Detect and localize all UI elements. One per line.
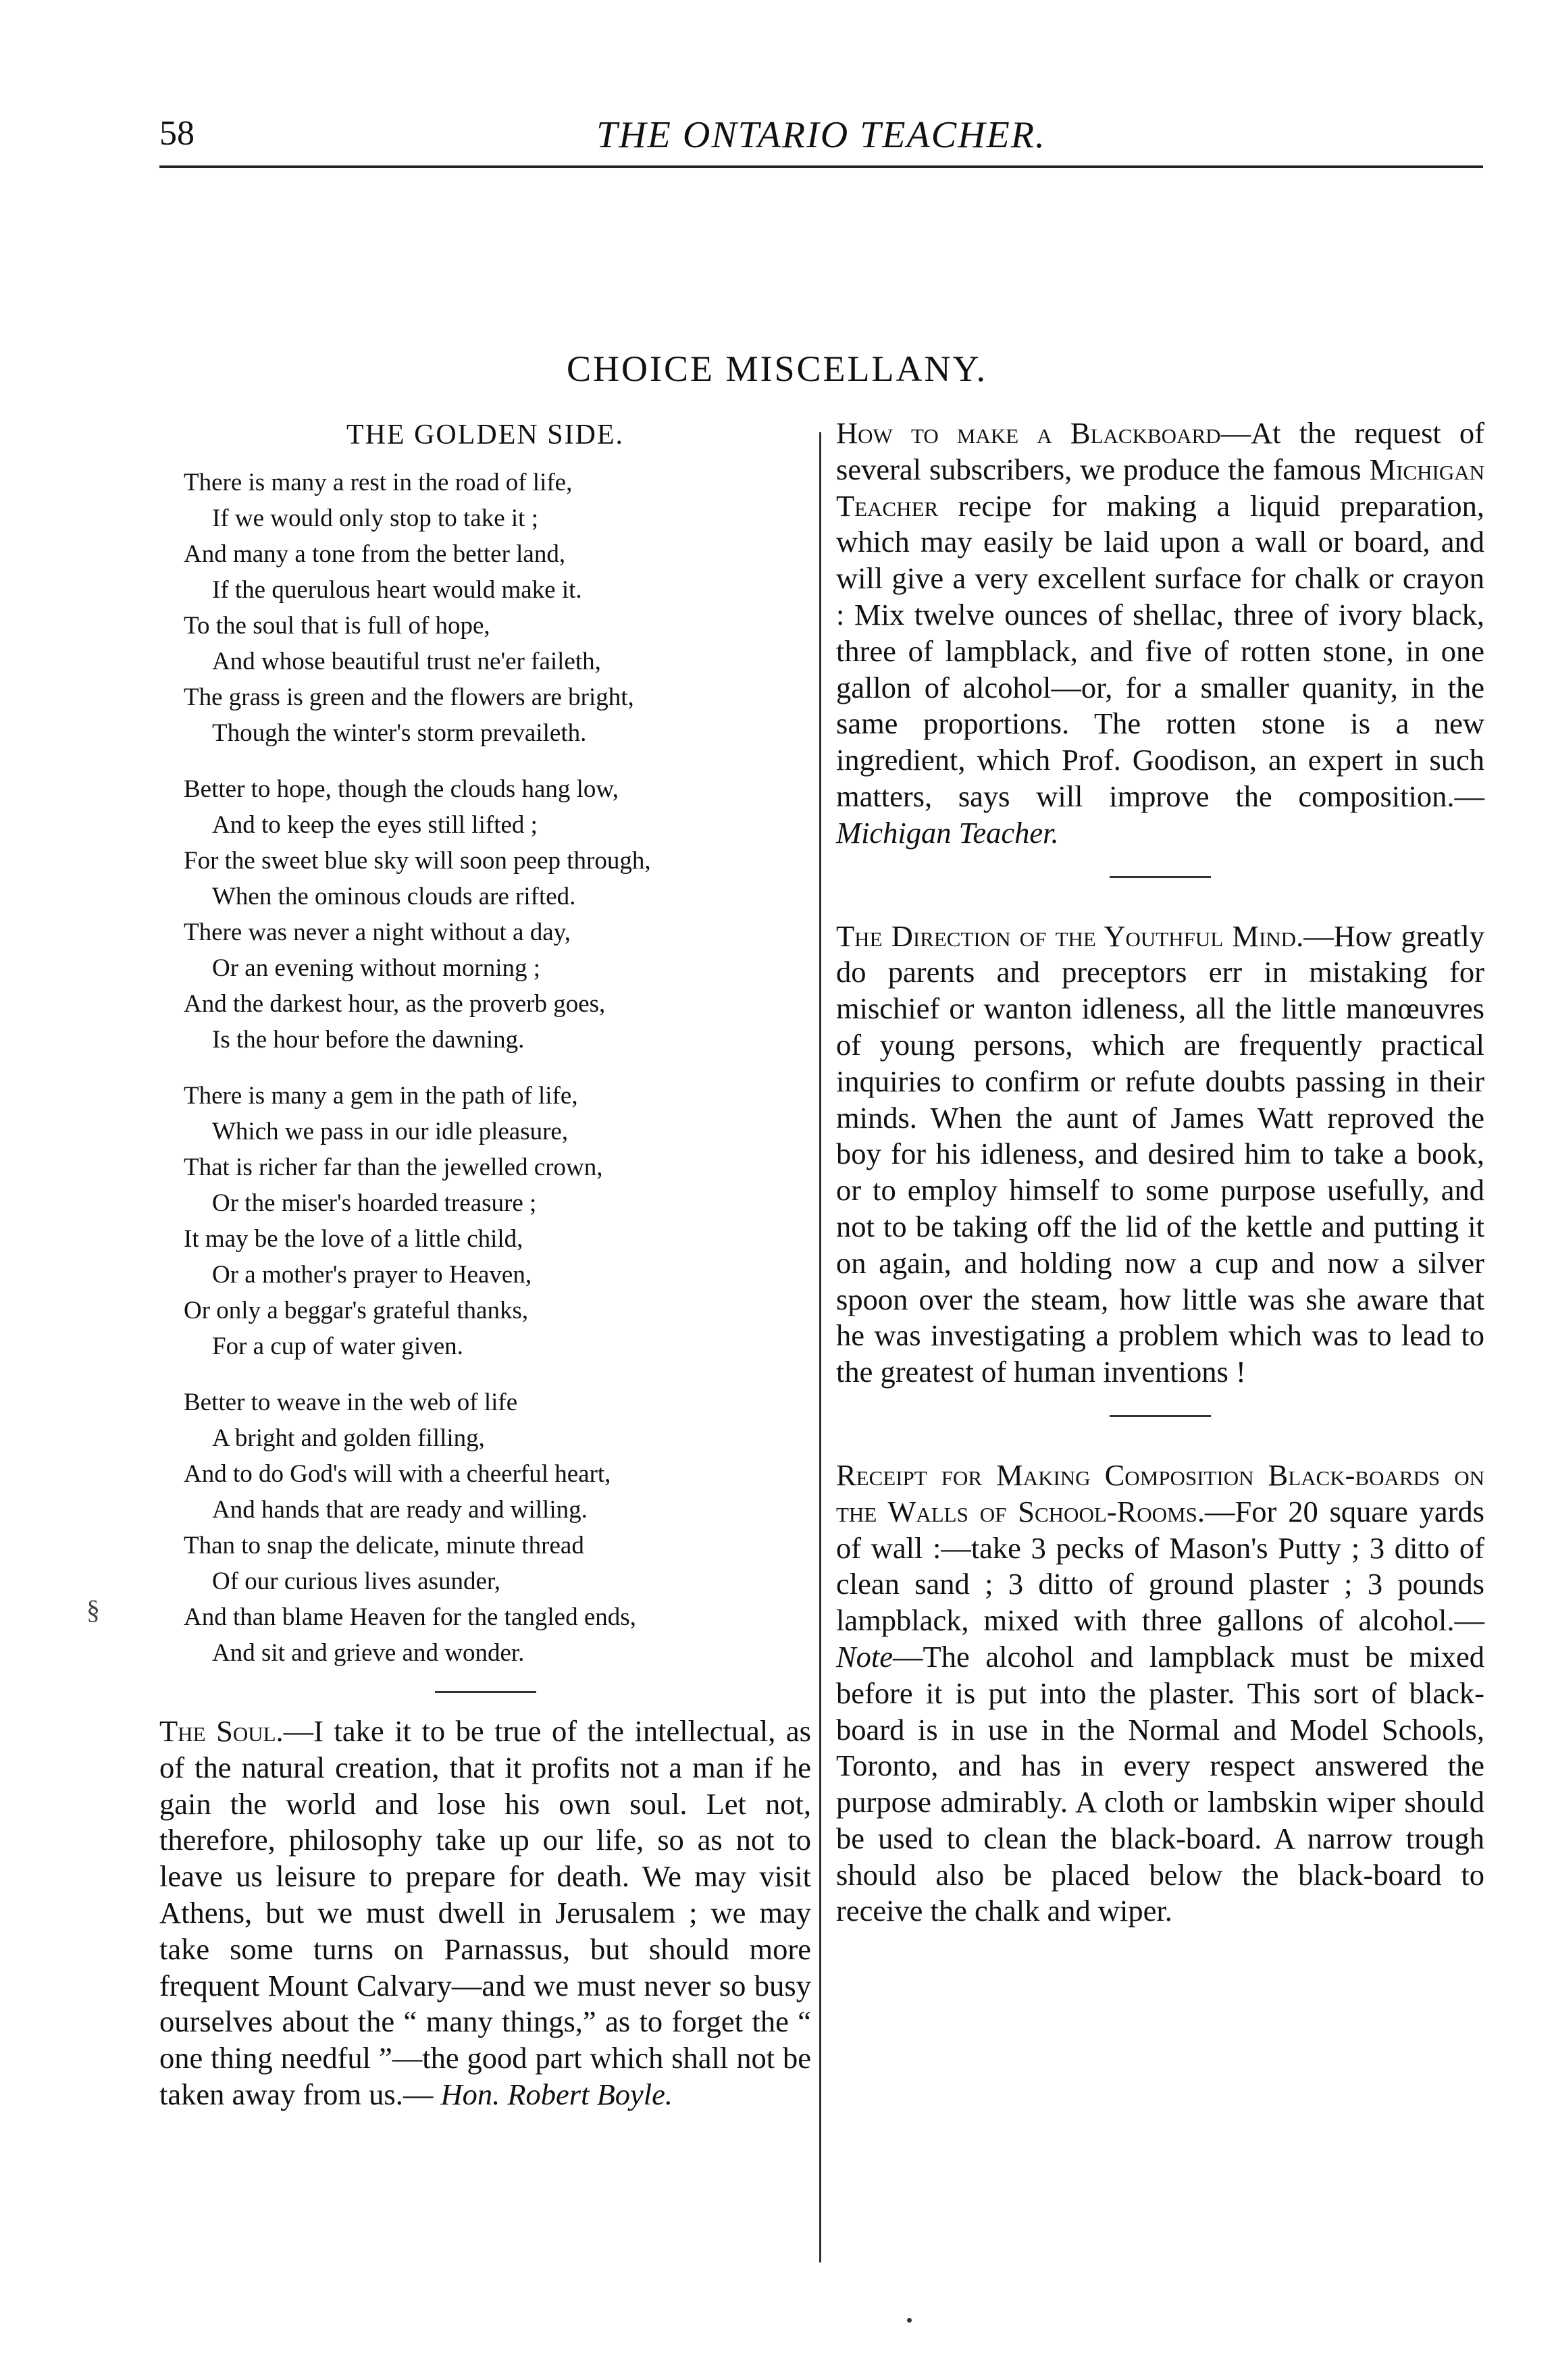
poem-stanza <box>184 1078 811 1364</box>
article-body: —How greatly do parents and preceptors err in mistaking for mischief or wanton idleness, all the little manœuvres of young persons, which are frequently practical inquiries to confirm or refute doubts passing in their minds. When the aunt of James Watt reproved the boy for his idleness, and desired him to take a book, or to employ himself to some purpose usefully, and not to be taking off the lid of the kettle and putting it on again, and holding now a cup and now a silver spoon over the steam, how little was she aware that he was investigating a problem which was to lead to the greatest of human inventions ! <box>836 919 1484 1389</box>
page-number: 58 <box>159 114 195 153</box>
section-divider <box>1110 876 1211 878</box>
column-divider <box>819 432 821 2262</box>
poem-line: There is many a rest in the road of life, <box>184 469 573 496</box>
poem-stanza <box>184 771 811 1058</box>
poem-line: That is richer far than the jewelled crown, <box>184 1154 603 1181</box>
page-header <box>159 101 1483 155</box>
article-attribution: Hon. Robert Boyle. <box>440 2077 673 2111</box>
poem-line: And sit and grieve and wonder. <box>212 1639 525 1667</box>
article-lead: The Soul. <box>159 1714 284 1748</box>
poem-line: To the soul that is full of hope, <box>184 612 490 640</box>
poem-line: A bright and golden filling, <box>212 1424 485 1452</box>
footer-dot <box>907 2318 912 2323</box>
poem-line: Of our curious lives asunder, <box>212 1568 500 1595</box>
poem-line: Than to snap the delicate, minute thread <box>184 1532 584 1559</box>
poem-stanza <box>184 465 811 751</box>
section-title: CHOICE MISCELLANY. <box>566 348 988 389</box>
poem-line: And to keep the eyes still lifted ; <box>212 811 538 839</box>
article-blackboard <box>836 415 1484 852</box>
article-lead: Receipt for Making Composition Black-boards on the Walls of School-Rooms. <box>836 1457 1484 1528</box>
header-rule <box>159 165 1483 168</box>
poem-line: Though the winter's storm prevaileth. <box>212 719 587 747</box>
section-divider <box>1110 1415 1211 1417</box>
michigan-teacher-name: Michigan Teacher <box>836 452 1484 523</box>
journal-title: THE ONTARIO TEACHER. <box>596 114 1046 156</box>
article-body: —At the request of several subscribers, we produce the famous <box>836 416 1484 486</box>
article-receipt <box>836 1457 1484 1930</box>
poem-line: Better to weave in the web of life <box>184 1389 518 1416</box>
article-youthful-mind <box>836 919 1484 1391</box>
poem-line: It may be the love of a little child, <box>184 1225 523 1253</box>
section-divider <box>435 1691 536 1693</box>
poem-line: For a cup of water given. <box>212 1333 463 1360</box>
poem-line: And whose beautiful trust ne'er faileth, <box>212 648 601 675</box>
poem-line: If the querulous heart would make it. <box>212 576 582 604</box>
margin-mark: § <box>86 1595 100 1625</box>
poem-line: And the darkest hour, as the proverb goes, <box>184 990 606 1018</box>
poem-line: If we would only stop to take it ; <box>212 505 538 532</box>
poem-line: And many a tone from the better land, <box>184 540 566 568</box>
article-lead: The Direction of the Youthful Mind. <box>836 919 1304 953</box>
poem-line: And hands that are ready and willing. <box>212 1496 588 1524</box>
article-source: Michigan Teacher. <box>836 815 1059 850</box>
article-body-continued: recipe for making a liquid preparation, which may easily be laid upon a wall or board, and will give a very excellent surface for chalk or crayon : Mix twelve ounces of shellac, three of ivory black, three of lampblack, and five of rotten stone, in one gallon of alcohol—or, for a smaller quanity, in the same proportions. The rotten stone is a new ingredient, which Prof. Goodison, an expert in such matters, says will improve the composition.— <box>836 488 1484 813</box>
poem-line: There is many a gem in the path of life, <box>184 1082 578 1110</box>
poem-line: Or an evening without morning ; <box>212 954 541 982</box>
poem-line: Is the hour before the dawning. <box>212 1026 525 1054</box>
article-lead: How to make a Blackboard <box>836 416 1221 450</box>
poem-stanza <box>184 1385 811 1671</box>
article-the-soul <box>159 1713 811 2113</box>
poem-body <box>159 465 811 1671</box>
poem-line: For the sweet blue sky will soon peep through, <box>184 847 651 875</box>
poem-title: THE GOLDEN SIDE. <box>346 419 625 450</box>
poem-line: Which we pass in our idle pleasure, <box>212 1118 569 1145</box>
poem-line: The grass is green and the flowers are bright, <box>184 683 634 711</box>
poem-line: When the ominous clouds are rifted. <box>212 883 576 910</box>
article-body-continued: —The alcohol and lampblack must be mixed before it is put into the plaster. This sort of black-board is in use in the Normal and Model Schools, Toronto, and has in every respect answered the purpose admirably. A cloth or lambskin wiper should be used to clean the black-board. A narrow trough should also be placed below the black-board to receive the chalk and wiper. <box>836 1639 1484 1928</box>
poem-line: And to do God's will with a cheerful heart, <box>184 1460 611 1488</box>
poem-line: Or only a beggar's grateful thanks, <box>184 1297 529 1324</box>
poem-line: Better to hope, though the clouds hang low, <box>184 775 619 803</box>
left-column <box>159 415 811 2113</box>
poem-line: There was never a night without a day, <box>184 919 571 946</box>
right-column <box>836 415 1484 1930</box>
note-label: Note <box>836 1639 893 1674</box>
article-body: —For 20 square yards of wall :—take 3 pecks of Mason's Putty ; 3 ditto of clean sand ; 3 ditto of ground plaster ; 3 pounds lampblack, mixed with three gallons of alcohol.— <box>836 1494 1484 1638</box>
poem-line: Or a mother's prayer to Heaven, <box>212 1261 532 1289</box>
poem-line: And than blame Heaven for the tangled ends, <box>184 1603 636 1631</box>
article-body: —I take it to be true of the intellectual, as of the natural creation, that it profits not a man if he gain the world and lose his own soul. Let not, therefore, philosophy take up our life, so as not to leave us leisure to prepare for death. We may visit Athens, but we must dwell in Jerusalem ; we may take some turns on Parnassus, but should more frequent Mount Calvary—and we must never so busy ourselves about the “ many things,” as to forget the “ one thing needful ”—the good part which shall not be taken away from us.— <box>159 1714 811 2111</box>
poem-line: Or the miser's hoarded treasure ; <box>212 1189 537 1217</box>
